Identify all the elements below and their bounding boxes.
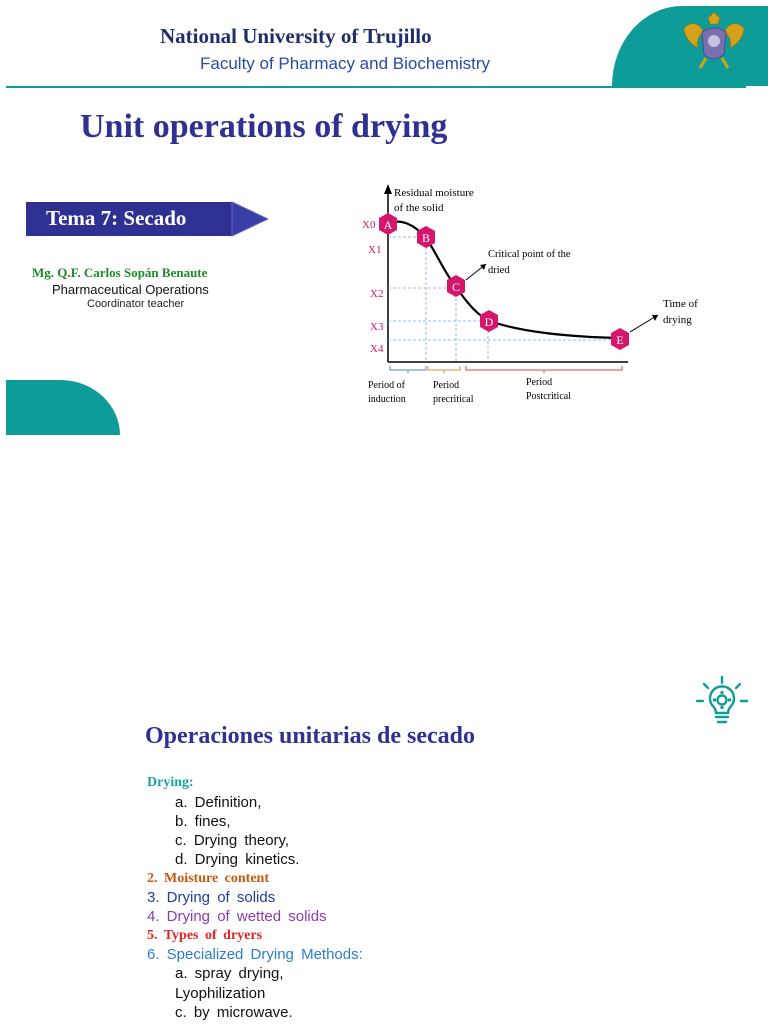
point-label: A bbox=[383, 218, 393, 232]
y-tick-label: X1 bbox=[368, 244, 382, 256]
tema-label: Tema 7: Secado bbox=[46, 206, 187, 230]
decorative-teal-shape bbox=[6, 380, 120, 435]
page-title: Unit operations of drying bbox=[80, 108, 448, 145]
y-axis-label: of the solid bbox=[394, 202, 444, 214]
period-label: Postcritical bbox=[526, 391, 571, 402]
period-label: induction bbox=[368, 394, 406, 405]
author-role: Coordinator teacher bbox=[87, 298, 185, 310]
university-crest-icon bbox=[678, 10, 750, 70]
outline-item: 4. Drying of wetted solids bbox=[147, 908, 327, 925]
lightbulb-gear-icon bbox=[695, 675, 749, 729]
course-name: Pharmaceutical Operations bbox=[52, 282, 209, 297]
period-label: Period of bbox=[368, 380, 405, 391]
period-label: Period bbox=[433, 380, 460, 391]
y-tick-label: X3 bbox=[370, 321, 384, 333]
header-divider bbox=[6, 86, 746, 88]
outline-subitem: a. spray drying, bbox=[175, 965, 284, 982]
period-label: Period bbox=[526, 377, 553, 388]
outline-subitem: b. fines, bbox=[175, 813, 231, 830]
outline-item: 5. Types of dryers bbox=[147, 928, 263, 943]
x-axis-label: Time of bbox=[663, 298, 698, 310]
x-axis-label: drying bbox=[663, 314, 692, 326]
point-label: B bbox=[421, 231, 431, 245]
point-label: D bbox=[484, 315, 494, 329]
period-bracket bbox=[428, 366, 460, 373]
outline-subitem: c. Drying theory, bbox=[175, 832, 290, 849]
point-label: E bbox=[616, 333, 624, 347]
outline-item: 3. Drying of solids bbox=[147, 889, 276, 906]
period-bracket bbox=[466, 366, 622, 373]
outline-item: 2. Moisture content bbox=[147, 871, 269, 886]
faculty-name: Faculty of Pharmacy and Biochemistry bbox=[200, 54, 491, 73]
outline-subitem: d. Drying kinetics. bbox=[175, 851, 300, 868]
critical-point-label: Critical point of the bbox=[488, 249, 571, 260]
university-name: National University of Trujillo bbox=[160, 24, 432, 48]
outline-subitem: c. by microwave. bbox=[175, 1004, 293, 1021]
section-subtitle: Operaciones unitarias de secado bbox=[145, 723, 475, 749]
critical-point-label: dried bbox=[488, 265, 510, 276]
author-name: Mg. Q.F. Carlos Sopán Benaute bbox=[32, 265, 208, 280]
period-bracket bbox=[390, 366, 426, 373]
outline-heading: Drying: bbox=[147, 775, 194, 790]
y-tick-label: X0 bbox=[362, 219, 376, 231]
drying-curve-diagram bbox=[340, 180, 720, 420]
y-tick-label: X4 bbox=[370, 343, 384, 355]
period-label: precritical bbox=[433, 394, 474, 405]
y-axis-label: Residual moisture bbox=[394, 187, 474, 199]
outline-subitem: a. Definition, bbox=[175, 794, 262, 811]
outline-item: 6. Specialized Drying Methods: bbox=[147, 946, 363, 963]
y-tick-label: X2 bbox=[370, 288, 384, 300]
point-label: C bbox=[451, 280, 461, 294]
outline-subitem: Lyophilization bbox=[175, 985, 266, 1002]
